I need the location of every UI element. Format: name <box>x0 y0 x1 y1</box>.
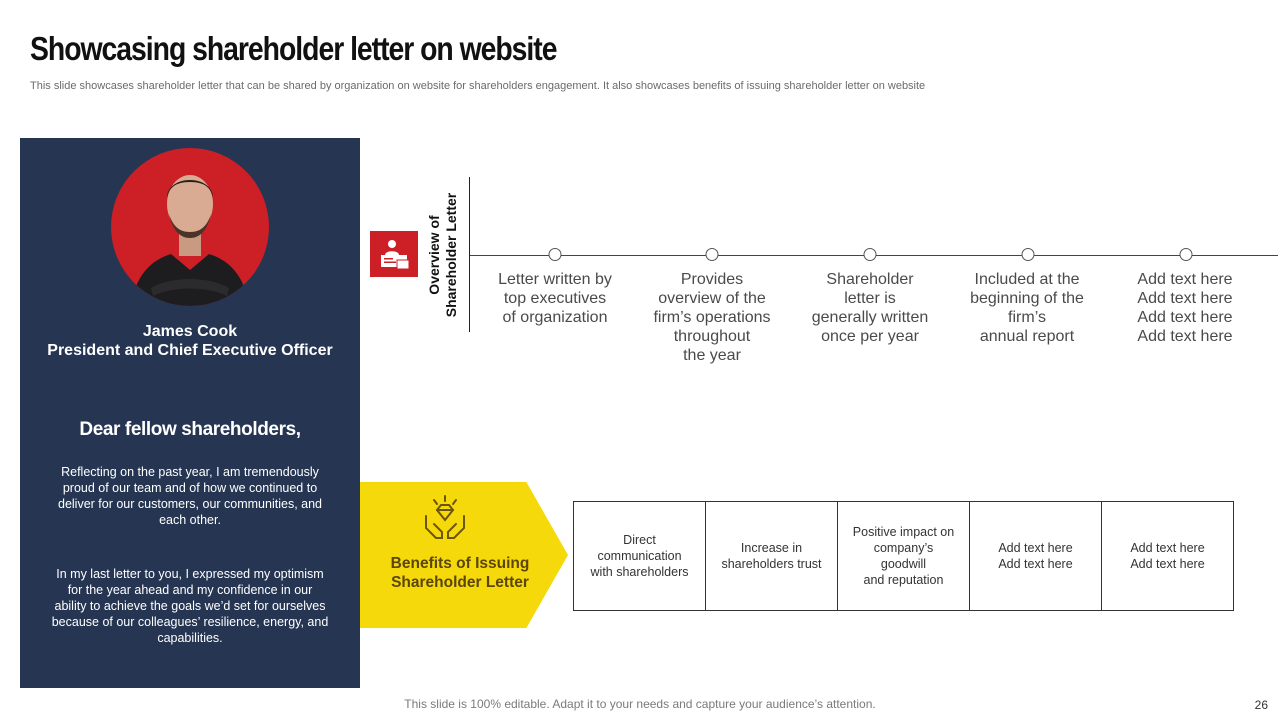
benefit-cell: Increase in shareholders trust <box>705 502 837 610</box>
timeline-dot <box>1180 248 1193 261</box>
page-title: Showcasing shareholder letter on website <box>30 30 557 67</box>
timeline-item-text: Shareholder letter is generally written once per year <box>811 271 929 345</box>
hands-diamond-icon <box>422 494 468 544</box>
avatar <box>111 148 269 306</box>
ceo-letter-panel <box>20 138 360 688</box>
timeline-dot <box>549 248 562 261</box>
letter-greeting: Dear fellow shareholders, <box>79 419 301 440</box>
benefit-cell: Direct communication with shareholders <box>573 502 705 610</box>
letter-desk-icon <box>370 231 418 277</box>
benefit-cell: Positive impact on company’s goodwill and reputation <box>837 502 969 610</box>
timeline-dot <box>706 248 719 261</box>
benefit-cell: Add text here Add text here <box>1101 502 1233 610</box>
overview-label: Overview of Shareholder Letter <box>426 192 459 318</box>
timeline-item-text: Letter written by top executives of organization <box>498 271 612 326</box>
timeline-dot <box>1022 248 1035 261</box>
benefit-cell: Add text here Add text here <box>969 502 1101 610</box>
benefits-label: Benefits of Issuing Shareholder Letter <box>390 555 530 591</box>
ceo-name: James Cook <box>142 323 238 340</box>
page-number: 26 <box>1254 698 1268 712</box>
letter-paragraph: In my last letter to you, I expressed my optimism for the year ahead and my confidence in our ability to achieve the goals we’d set for ourselves because of our colleagues’ resilience, energy, and capabilities. <box>51 567 329 645</box>
timeline-item-text: Included at the beginning of the firm’s annual report <box>970 271 1084 345</box>
timeline-item-text: Provides overview of the firm’s operations throughout the year <box>653 271 771 364</box>
letter-paragraph: Reflecting on the past year, I am tremendously proud of our team and of how we continued to deliver for our customers, our communities, and each other. <box>58 465 322 527</box>
ceo-name-block <box>20 322 360 360</box>
timeline-dot <box>864 248 877 261</box>
footer-note: This slide is 100% editable. Adapt it to your needs and capture your audience’s attention. <box>404 697 876 711</box>
ceo-role: President and Chief Executive Officer <box>47 342 333 359</box>
timeline-item-text: Add text here Add text here Add text here Add text here <box>1137 271 1233 345</box>
page-subtitle: This slide showcases shareholder letter that can be shared by organization on website for shareholders engagement. It also showcases benefits of issuing shareholder letter on website <box>30 80 926 92</box>
person-icon <box>111 148 269 306</box>
benefits-table <box>573 501 1234 611</box>
